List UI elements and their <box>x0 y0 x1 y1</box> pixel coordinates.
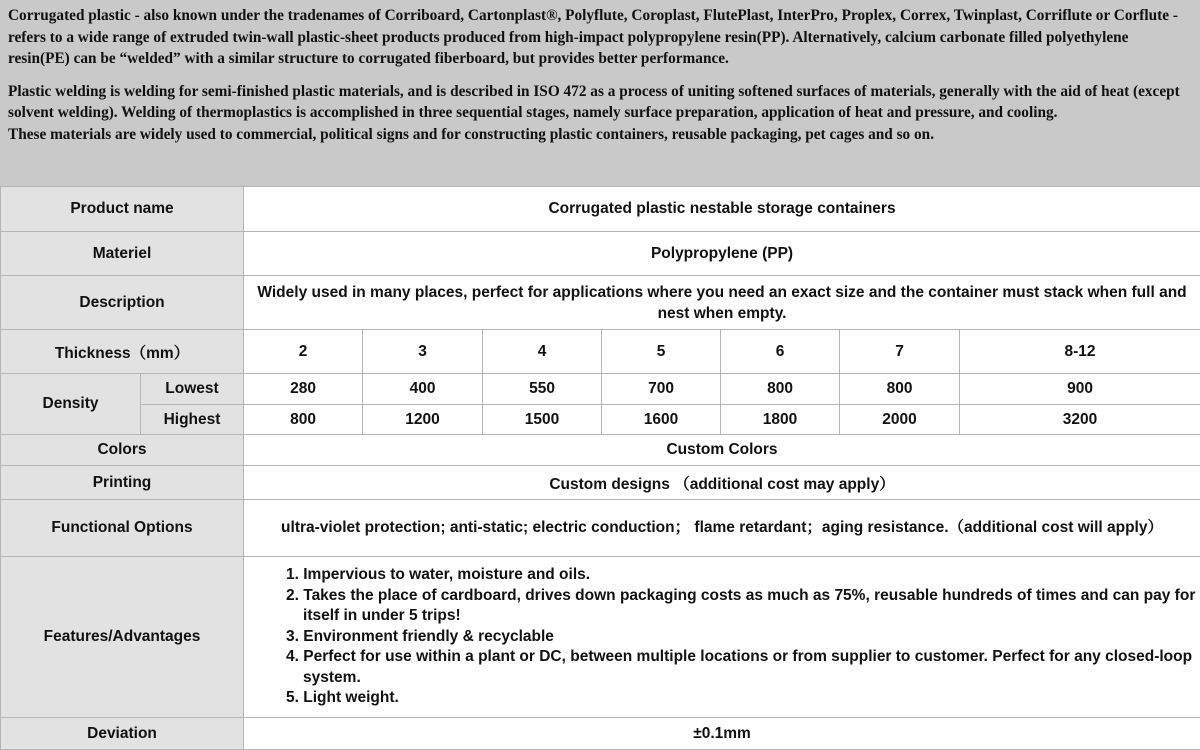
thickness-cell: 5 <box>602 330 721 374</box>
density-lowest-cell: 800 <box>721 374 840 405</box>
spec-table <box>0 186 1200 750</box>
row-printing <box>1 466 1200 500</box>
row-features <box>1 557 1200 718</box>
feature-item: 4. Perfect for use within a plant or DC, between multiple locations or from supplier to customer. Perfect for any closed-loop system. <box>286 647 1196 688</box>
row-description <box>1 276 1200 330</box>
description-value: Widely used in many places, perfect for applications where you need an exact size and the container must stack when full and nest when empty. <box>244 276 1200 330</box>
row-materiel <box>1 232 1200 276</box>
density-lowest-cell: 550 <box>483 374 602 405</box>
density-highest-label: Highest <box>141 405 244 435</box>
density-lowest-label: Lowest <box>141 374 244 405</box>
density-lowest-cell: 280 <box>244 374 363 405</box>
density-highest-cell: 800 <box>244 405 363 435</box>
thickness-cell: 4 <box>483 330 602 374</box>
deviation-label: Deviation <box>1 718 244 750</box>
intro-paragraph-1: Corrugated plastic - also known under the tradenames of Corriboard, Cartonplast®, Polyflute, Coroplast, FlutePlast, InterPro, Proplex, Correx, Twinplast, Corriflute or Corflute - refers to a wide range of extruded twin-wall plastic-sheet products produced from high-impact polypropylene resin(PP). Alternatively, calcium carbonate filled polyethylene resin(PE) can be “welded” with a similar structure to corrugated fiberboard, but provides better performance. <box>8 5 1192 70</box>
density-lowest-cell: 700 <box>602 374 721 405</box>
row-thickness <box>1 330 1200 374</box>
product-name-label: Product name <box>1 187 244 232</box>
materiel-value: Polypropylene (PP) <box>244 232 1200 276</box>
row-density-highest <box>1 405 1200 435</box>
features-label: Features/Advantages <box>1 557 244 718</box>
density-highest-cell: 1800 <box>721 405 840 435</box>
intro-text-block <box>0 0 1200 186</box>
functional-options-value: ultra-violet protection; anti-static; electric conduction； flame retardant；aging resistance.（additional cost will apply） <box>244 500 1200 557</box>
density-label: Density <box>1 374 141 435</box>
feature-item: 1. Impervious to water, moisture and oils. <box>286 565 1196 586</box>
density-highest-cell: 3200 <box>960 405 1200 435</box>
row-deviation <box>1 718 1200 750</box>
printing-label: Printing <box>1 466 244 500</box>
intro-paragraph-2: Plastic welding is welding for semi-finished plastic materials, and is described in ISO 472 as a process of uniting softened surfaces of materials, generally with the aid of heat (except solvent welding). Welding of thermoplastics is accomplished in three sequential stages, namely surface preparation, application of heat and pressure, and cooling. <box>8 81 1192 124</box>
density-highest-cell: 1500 <box>483 405 602 435</box>
row-colors <box>1 435 1200 466</box>
colors-label: Colors <box>1 435 244 466</box>
thickness-cell: 3 <box>363 330 483 374</box>
density-highest-cell: 1600 <box>602 405 721 435</box>
row-density-lowest <box>1 374 1200 405</box>
thickness-cell: 7 <box>840 330 960 374</box>
deviation-value: ±0.1mm <box>244 718 1200 750</box>
thickness-label: Thickness（mm） <box>1 330 244 374</box>
thickness-cell: 8-12 <box>960 330 1200 374</box>
intro-paragraph-3: These materials are widely used to commercial, political signs and for constructing plastic containers, reusable packaging, pet cages and so on. <box>8 124 1192 146</box>
thickness-cell: 2 <box>244 330 363 374</box>
product-name-value: Corrugated plastic nestable storage containers <box>244 187 1200 232</box>
thickness-cell: 6 <box>721 330 840 374</box>
feature-item: 5. Light weight. <box>286 688 1196 709</box>
materiel-label: Materiel <box>1 232 244 276</box>
density-lowest-cell: 400 <box>363 374 483 405</box>
features-list <box>248 565 1196 709</box>
row-functional-options <box>1 500 1200 557</box>
density-highest-cell: 1200 <box>363 405 483 435</box>
density-lowest-cell: 800 <box>840 374 960 405</box>
density-lowest-cell: 900 <box>960 374 1200 405</box>
feature-item: 2. Takes the place of cardboard, drives down packaging costs as much as 75%, reusable hundreds of times and can pay for itself in under 5 trips! <box>286 586 1196 627</box>
colors-value: Custom Colors <box>244 435 1200 466</box>
row-product-name <box>1 187 1200 232</box>
density-highest-cell: 2000 <box>840 405 960 435</box>
description-label: Description <box>1 276 244 330</box>
functional-options-label: Functional Options <box>1 500 244 557</box>
feature-item: 3. Environment friendly & recyclable <box>286 627 1196 648</box>
printing-value: Custom designs （additional cost may apply） <box>244 466 1200 500</box>
features-cell <box>244 557 1200 718</box>
